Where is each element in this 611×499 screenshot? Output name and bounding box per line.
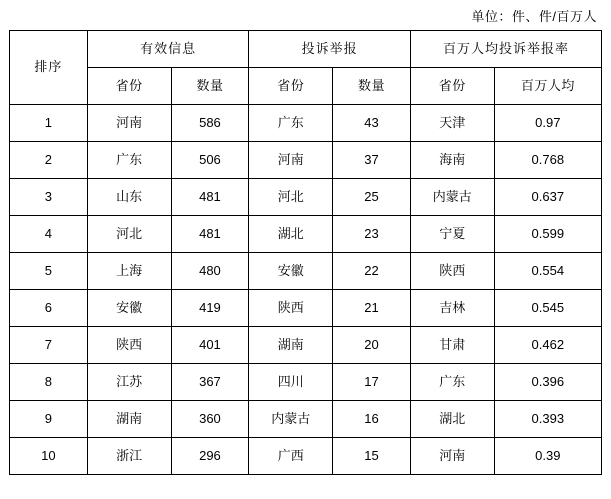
table-row: [10, 179, 602, 216]
cell-rate-province: 湖北: [410, 401, 494, 438]
table-row: [10, 401, 602, 438]
cell-complaint-count: 22: [333, 253, 411, 290]
cell-rate-value: 0.97: [494, 105, 601, 142]
cell-rate-value: 0.393: [494, 401, 601, 438]
cell-valid-count: 506: [171, 142, 249, 179]
table-row: [10, 142, 602, 179]
column-header-count-1: 数量: [171, 68, 249, 105]
column-header-province-3: 省份: [410, 68, 494, 105]
cell-complaint-province: 河南: [249, 142, 333, 179]
cell-rank: 7: [10, 327, 88, 364]
cell-valid-province: 上海: [87, 253, 171, 290]
cell-valid-count: 481: [171, 216, 249, 253]
table-row: [10, 364, 602, 401]
cell-rank: 5: [10, 253, 88, 290]
cell-valid-province: 河北: [87, 216, 171, 253]
cell-rank: 4: [10, 216, 88, 253]
cell-complaint-province: 安徽: [249, 253, 333, 290]
cell-rate-value: 0.396: [494, 364, 601, 401]
cell-rate-value: 0.637: [494, 179, 601, 216]
cell-rate-province: 海南: [410, 142, 494, 179]
cell-valid-province: 河南: [87, 105, 171, 142]
cell-rate-province: 陕西: [410, 253, 494, 290]
statistics-table: [9, 30, 602, 475]
cell-valid-count: 419: [171, 290, 249, 327]
cell-rank: 3: [10, 179, 88, 216]
cell-rank: 10: [10, 438, 88, 475]
cell-rate-value: 0.462: [494, 327, 601, 364]
cell-rate-province: 内蒙古: [410, 179, 494, 216]
cell-valid-province: 湖南: [87, 401, 171, 438]
table-row: [10, 216, 602, 253]
cell-complaint-count: 21: [333, 290, 411, 327]
cell-valid-province: 江苏: [87, 364, 171, 401]
column-header-province-2: 省份: [249, 68, 333, 105]
column-header-rank: 排序: [10, 31, 88, 105]
column-group-per-million-rate: 百万人均投诉举报率: [410, 31, 601, 68]
cell-complaint-province: 湖北: [249, 216, 333, 253]
header-row-groups: [10, 31, 602, 68]
column-group-valid-info: 有效信息: [87, 31, 249, 68]
cell-complaint-province: 四川: [249, 364, 333, 401]
cell-rank: 9: [10, 401, 88, 438]
cell-rate-province: 天津: [410, 105, 494, 142]
cell-rate-province: 广东: [410, 364, 494, 401]
cell-valid-count: 367: [171, 364, 249, 401]
cell-valid-count: 480: [171, 253, 249, 290]
cell-complaint-count: 25: [333, 179, 411, 216]
table-row: [10, 438, 602, 475]
cell-rate-province: 吉林: [410, 290, 494, 327]
cell-complaint-count: 16: [333, 401, 411, 438]
cell-valid-province: 广东: [87, 142, 171, 179]
cell-complaint-province: 广西: [249, 438, 333, 475]
table-row: [10, 105, 602, 142]
header-row-subcolumns: [10, 68, 602, 105]
cell-valid-province: 浙江: [87, 438, 171, 475]
cell-complaint-province: 广东: [249, 105, 333, 142]
cell-valid-province: 安徽: [87, 290, 171, 327]
cell-complaint-province: 陕西: [249, 290, 333, 327]
table-header: [10, 31, 602, 105]
cell-rate-value: 0.599: [494, 216, 601, 253]
column-header-province-1: 省份: [87, 68, 171, 105]
cell-complaint-count: 23: [333, 216, 411, 253]
cell-complaint-count: 37: [333, 142, 411, 179]
cell-complaint-province: 湖南: [249, 327, 333, 364]
cell-valid-count: 481: [171, 179, 249, 216]
table-row: [10, 290, 602, 327]
cell-valid-province: 山东: [87, 179, 171, 216]
cell-complaint-count: 20: [333, 327, 411, 364]
cell-rate-value: 0.39: [494, 438, 601, 475]
cell-rank: 1: [10, 105, 88, 142]
cell-rank: 6: [10, 290, 88, 327]
cell-rank: 2: [10, 142, 88, 179]
column-group-complaints: 投诉举报: [249, 31, 411, 68]
column-header-count-2: 数量: [333, 68, 411, 105]
table-row: [10, 327, 602, 364]
cell-valid-count: 401: [171, 327, 249, 364]
cell-valid-province: 陕西: [87, 327, 171, 364]
cell-rank: 8: [10, 364, 88, 401]
cell-rate-province: 河南: [410, 438, 494, 475]
unit-note: 单位：件、件/百万人: [471, 9, 597, 24]
cell-rate-value: 0.768: [494, 142, 601, 179]
table-body: [10, 105, 602, 475]
cell-complaint-count: 15: [333, 438, 411, 475]
cell-rate-province: 甘肃: [410, 327, 494, 364]
table-row: [10, 253, 602, 290]
cell-valid-count: 586: [171, 105, 249, 142]
cell-rate-value: 0.554: [494, 253, 601, 290]
cell-valid-count: 296: [171, 438, 249, 475]
cell-rate-value: 0.545: [494, 290, 601, 327]
cell-rate-province: 宁夏: [410, 216, 494, 253]
cell-valid-count: 360: [171, 401, 249, 438]
cell-complaint-count: 17: [333, 364, 411, 401]
cell-complaint-province: 内蒙古: [249, 401, 333, 438]
column-header-per-million: 百万人均: [494, 68, 601, 105]
cell-complaint-province: 河北: [249, 179, 333, 216]
cell-complaint-count: 43: [333, 105, 411, 142]
